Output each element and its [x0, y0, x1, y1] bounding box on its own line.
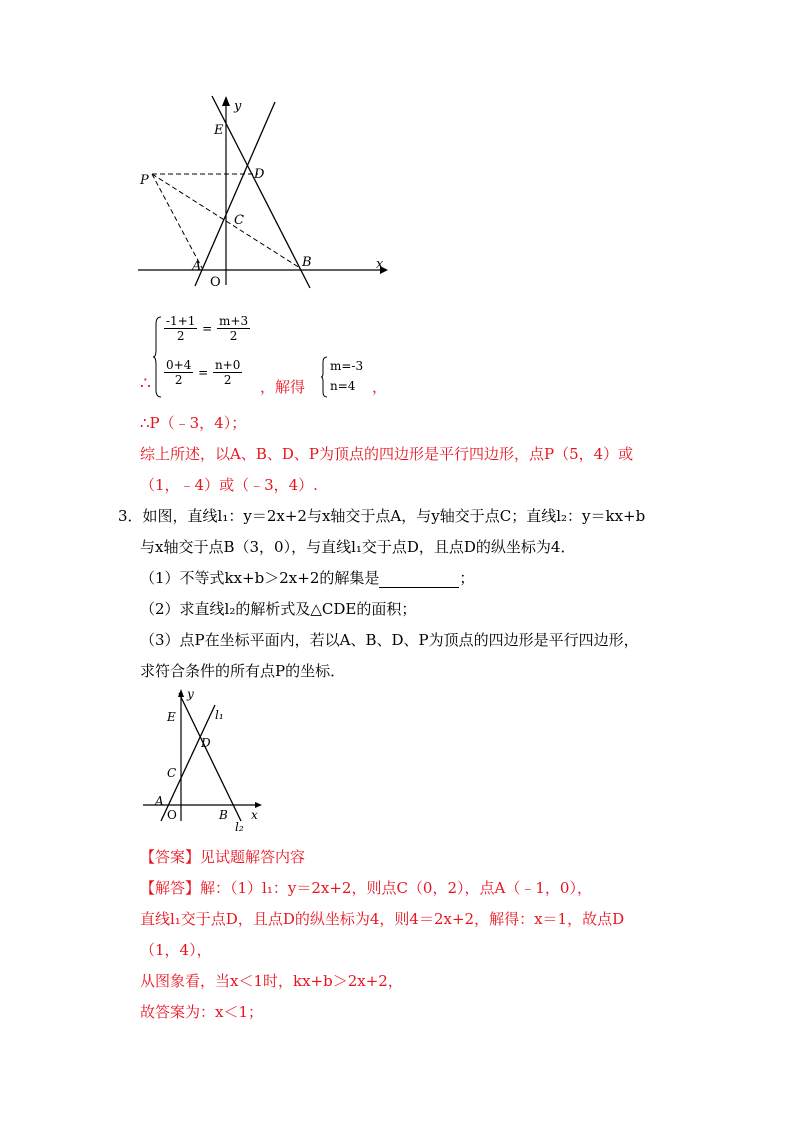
fig2-label-e: E — [167, 710, 176, 724]
dashed-pa — [152, 174, 202, 268]
q3-part-2: （2）求直线l₂的解析式及△CDE的面积； — [140, 600, 417, 618]
eq2-equals: = — [198, 365, 209, 380]
fig2-label-l1: l₁ — [215, 708, 224, 722]
eq1-num-left: -1+1 — [166, 314, 196, 328]
answer-tag: 【答案】见试题解答内容 — [140, 848, 306, 866]
q3-part-1-end: ； — [459, 569, 475, 587]
solution-line-4: 从图象看，当x＜1时，kx+b＞2x+2， — [140, 972, 403, 990]
solution-line-2: 直线l₁交于点D，且点D的纵坐标为4，则4＝2x+2，解得：x＝1，故点D — [140, 910, 625, 928]
solution-tag: 【解答】 — [140, 879, 201, 897]
equation-2 — [164, 358, 242, 387]
y-axis-arrow — [222, 96, 230, 106]
label-x: x — [376, 257, 384, 272]
fig2-label-y: y — [187, 687, 194, 701]
q3-part-1-text: （1）不等式kx+b＞2x+2的解集是 — [140, 569, 380, 587]
solution-n: n=4 — [330, 379, 356, 393]
fig2-label-x: x — [251, 808, 258, 822]
q3-part-1 — [140, 567, 474, 588]
eq2-num-left: 0+4 — [166, 358, 192, 372]
solution-text-1: 解：（1）l₁：y＝2x+2，则点C（0，2），点A（﹣1，0）， — [200, 879, 592, 897]
summary-line-1: 综上所述，以A、B、D、P为顶点的四边形是平行四边形，点P（5，4）或 — [140, 445, 634, 463]
equation-1 — [164, 314, 250, 343]
eq2-den-left: 2 — [174, 373, 183, 387]
q3-part-3: （3）点P在坐标平面内，若以A、B、D、P为顶点的四边形是平行四边形， — [140, 631, 639, 649]
fig2-label-o: O — [167, 808, 177, 822]
answer-blank — [379, 573, 459, 588]
solution-line-3: （1，4）， — [140, 941, 212, 959]
solution-values — [330, 356, 363, 396]
q3-line-1: 3．如图，直线l₁：y＝2x+2与x轴交于点A，与y轴交于点C；直线l₂：y＝kx+b — [118, 507, 646, 525]
figure-parallelogram-1 — [130, 90, 390, 290]
fig2-label-a: A — [155, 794, 164, 808]
label-a: A — [192, 259, 202, 274]
fig2-label-c: C — [167, 766, 177, 780]
line-l2 — [212, 96, 310, 288]
therefore-symbol: ∴ — [140, 374, 151, 394]
fig2-label-b: B — [219, 808, 228, 822]
eq2-den-right: 2 — [223, 373, 232, 387]
label-o: O — [210, 275, 221, 290]
label-c: C — [234, 213, 244, 228]
result-p: ∴P（﹣3，4）； — [140, 414, 247, 432]
eq1-den-right: 2 — [229, 329, 238, 343]
line-l2-2 — [179, 693, 241, 821]
q3-part-3b: 求符合条件的所有点P的坐标． — [140, 662, 346, 680]
q3-line-2: 与x轴交于点B（3，0），与直线l₁交于点D，且点D的纵坐标为4． — [140, 538, 576, 556]
summary-line-2: （1，﹣4）或（﹣3，4）. — [140, 476, 318, 494]
eq1-num-right: m+3 — [219, 314, 249, 328]
solution-line-5: 故答案为：x＜1； — [140, 1003, 264, 1021]
fig2-label-d: D — [201, 736, 211, 750]
eq1-equals: = — [202, 321, 213, 336]
label-b: B — [302, 255, 312, 270]
left-brace — [152, 316, 162, 398]
tail-comma: ， — [372, 378, 388, 396]
solution-brace — [320, 356, 328, 398]
eq2-num-right: n+0 — [214, 358, 241, 372]
figure-lines-2 — [135, 685, 270, 835]
label-y: y — [234, 99, 242, 114]
eq1-den-left: 2 — [176, 329, 185, 343]
line-l1 — [195, 102, 275, 286]
solve-text: ，解得 — [260, 378, 306, 396]
label-p: P — [140, 173, 149, 188]
solution-line-1 — [140, 877, 592, 898]
label-e: E — [214, 123, 224, 138]
label-d: D — [254, 167, 265, 182]
fig2-label-l2: l₂ — [235, 820, 244, 834]
solution-m: m=-3 — [330, 359, 364, 373]
